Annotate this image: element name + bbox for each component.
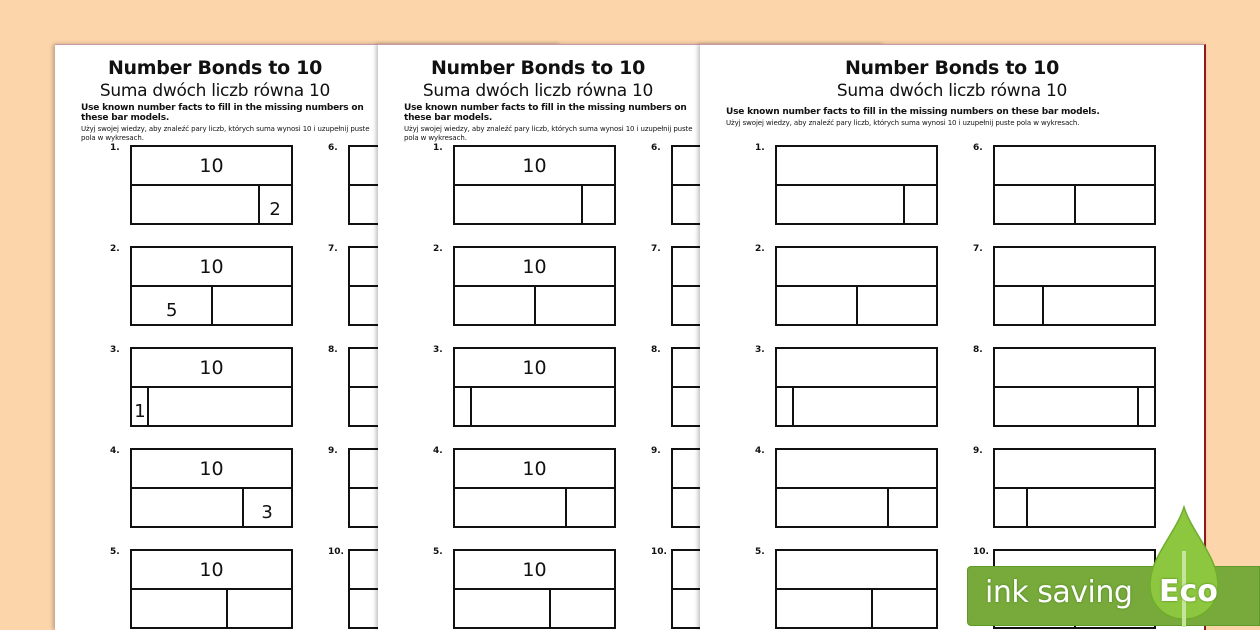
bar-divider	[792, 388, 794, 425]
bar-whole-value: 10	[132, 147, 291, 186]
question-number: 3.	[433, 345, 443, 355]
bar-part-right	[227, 590, 291, 627]
bar-divider	[871, 590, 873, 627]
bar-part-left	[777, 489, 888, 526]
bar-part-right	[857, 287, 937, 324]
question-number: 2.	[110, 244, 120, 254]
question-number: 3.	[110, 345, 120, 355]
bar-part-right	[888, 489, 936, 526]
bar-model	[453, 549, 616, 629]
bar-divider	[1026, 489, 1028, 526]
bar-whole-value	[777, 248, 936, 287]
bar-part-right: 2	[269, 199, 281, 220]
bar-part-left	[995, 489, 1027, 526]
worksheet-subtitle: Suma dwóch liczb równa 10	[836, 81, 1068, 101]
question-number: 7.	[328, 244, 338, 254]
instruction-polish: Użyj swojej wiedzy, aby znaleźć pary liczb, których suma wynosi 10 i uzupełnij puste pola w wykresach.	[726, 119, 1080, 127]
bar-whole-value: 10	[455, 147, 614, 186]
question-number: 3.	[755, 345, 765, 355]
bar-model-question	[110, 145, 360, 225]
bar-model	[453, 145, 616, 225]
question-number: 6.	[328, 143, 338, 153]
bar-model	[453, 246, 616, 326]
instruction-english: Use known number facts to fill in the missing numbers on these bar models.	[81, 103, 364, 123]
instruction-english: Use known number facts to fill in the missing numbers on these bar models.	[726, 107, 1100, 117]
bar-model-question	[110, 347, 360, 427]
bar-divider	[534, 287, 536, 324]
bar-model-question	[433, 448, 683, 528]
question-number: 8.	[651, 345, 661, 355]
bar-whole-value	[995, 147, 1154, 186]
bar-model	[775, 549, 938, 629]
bar-part-left	[132, 489, 243, 526]
bar-model-question	[110, 246, 360, 326]
bar-model-question	[755, 246, 1005, 326]
bar-model	[775, 246, 938, 326]
question-number: 1.	[755, 143, 765, 153]
bar-model-question	[110, 549, 360, 629]
question-number: 2.	[755, 244, 765, 254]
question-number: 9.	[328, 446, 338, 456]
bar-divider	[226, 590, 228, 627]
eco-label: Eco	[1159, 574, 1218, 609]
instruction-english: Use known number facts to fill in the missing numbers on these bar models.	[404, 103, 687, 123]
bar-model	[130, 448, 293, 528]
bar-model-question	[973, 347, 1223, 427]
bar-whole-value	[777, 450, 936, 489]
bar-model	[130, 347, 293, 427]
bar-part-right	[550, 590, 614, 627]
bar-model-question	[755, 347, 1005, 427]
bar-divider	[581, 186, 583, 223]
bar-whole-value	[995, 248, 1154, 287]
bar-divider	[211, 287, 213, 324]
bar-model	[130, 145, 293, 225]
bar-part-right	[212, 287, 292, 324]
bar-whole-value	[777, 147, 936, 186]
worksheet-title: Number Bonds to 10	[844, 57, 1060, 79]
bar-part-left	[455, 388, 471, 425]
bar-model-question	[433, 145, 683, 225]
bar-whole-value: 10	[455, 248, 614, 287]
bar-model-question	[755, 145, 1005, 225]
bar-model-question	[973, 246, 1223, 326]
bar-whole-value: 10	[132, 248, 291, 287]
bar-divider	[887, 489, 889, 526]
question-number: 9.	[651, 446, 661, 456]
bar-part-right	[904, 186, 936, 223]
bar-model	[130, 549, 293, 629]
bar-divider	[258, 186, 260, 223]
bar-part-left	[132, 186, 259, 223]
question-number: 4.	[433, 446, 443, 456]
bar-whole-value: 10	[132, 551, 291, 590]
question-number: 5.	[433, 547, 443, 557]
bar-model	[775, 145, 938, 225]
bar-part-right	[1043, 287, 1154, 324]
bar-part-right	[566, 489, 614, 526]
question-number: 10.	[651, 547, 667, 557]
bar-whole-value	[995, 349, 1154, 388]
bar-part-left	[455, 186, 582, 223]
bar-whole-value: 10	[132, 349, 291, 388]
bar-model	[775, 448, 938, 528]
question-number: 2.	[433, 244, 443, 254]
bar-part-left	[995, 287, 1043, 324]
bar-whole-value: 10	[455, 551, 614, 590]
bar-model	[993, 448, 1156, 528]
bar-part-left	[995, 388, 1138, 425]
question-number: 10.	[973, 547, 989, 557]
bar-part-left	[777, 186, 904, 223]
bar-divider	[1042, 287, 1044, 324]
bar-part-right	[582, 186, 614, 223]
bar-divider	[565, 489, 567, 526]
bar-model	[453, 448, 616, 528]
question-number: 8.	[973, 345, 983, 355]
bar-part-left: 5	[166, 300, 178, 321]
instruction-polish: Użyj swojej wiedzy, aby znaleźć pary liczb, których suma wynosi 10 i uzupełnij puste pola w wykresach.	[404, 125, 693, 142]
bar-divider	[549, 590, 551, 627]
bar-divider	[242, 489, 244, 526]
question-number: 7.	[973, 244, 983, 254]
worksheet-title: Number Bonds to 10	[430, 57, 646, 79]
bar-whole-value: 10	[132, 450, 291, 489]
bar-part-right	[793, 388, 936, 425]
bar-model	[993, 145, 1156, 225]
bar-model-question	[110, 448, 360, 528]
worksheet-title: Number Bonds to 10	[107, 57, 323, 79]
question-number: 5.	[755, 547, 765, 557]
question-number: 1.	[110, 143, 120, 153]
bar-whole-value: 10	[455, 349, 614, 388]
bar-divider	[903, 186, 905, 223]
ink-saving-label: ink saving	[985, 575, 1133, 610]
bar-model	[993, 347, 1156, 427]
bar-model-question	[755, 448, 1005, 528]
bar-whole-value	[995, 450, 1154, 489]
bar-model	[130, 246, 293, 326]
bar-whole-value	[777, 551, 936, 590]
bar-model	[775, 347, 938, 427]
bar-part-left	[455, 489, 566, 526]
bar-model	[453, 347, 616, 427]
bar-part-left	[455, 590, 550, 627]
instruction-polish: Użyj swojej wiedzy, aby znaleźć pary liczb, których suma wynosi 10 i uzupełnij puste pola w wykresach.	[81, 125, 370, 142]
question-number: 8.	[328, 345, 338, 355]
bar-model-question	[433, 549, 683, 629]
bar-part-left	[995, 186, 1075, 223]
bar-part-right	[872, 590, 936, 627]
question-number: 6.	[973, 143, 983, 153]
bar-part-right	[1138, 388, 1154, 425]
bar-part-left	[777, 590, 872, 627]
bar-whole-value: 10	[455, 450, 614, 489]
bar-model-question	[973, 145, 1223, 225]
bar-part-left	[777, 287, 857, 324]
question-number: 7.	[651, 244, 661, 254]
question-number: 10.	[328, 547, 344, 557]
question-number: 1.	[433, 143, 443, 153]
bar-part-left	[132, 590, 227, 627]
question-number: 4.	[755, 446, 765, 456]
bar-model-question	[433, 246, 683, 326]
bar-divider	[1137, 388, 1139, 425]
bar-divider	[147, 388, 149, 425]
bar-whole-value	[777, 349, 936, 388]
question-number: 6.	[651, 143, 661, 153]
worksheet-preview-3	[700, 44, 1206, 630]
question-number: 5.	[110, 547, 120, 557]
bar-part-left	[777, 388, 793, 425]
question-number: 9.	[973, 446, 983, 456]
bar-part-right	[535, 287, 615, 324]
bar-part-left: 1	[134, 401, 146, 422]
bar-part-right	[1027, 489, 1154, 526]
bar-divider	[856, 287, 858, 324]
worksheet-subtitle: Suma dwóch liczb równa 10	[99, 81, 331, 101]
bar-divider	[470, 388, 472, 425]
bar-part-right	[148, 388, 291, 425]
bar-model	[993, 246, 1156, 326]
bar-divider	[1074, 186, 1076, 223]
question-number: 4.	[110, 446, 120, 456]
bar-part-right: 3	[261, 502, 273, 523]
bar-part-right	[471, 388, 614, 425]
bar-part-right	[1075, 186, 1155, 223]
bar-model-question	[433, 347, 683, 427]
bar-part-left	[455, 287, 535, 324]
worksheet-subtitle: Suma dwóch liczb równa 10	[422, 81, 654, 101]
